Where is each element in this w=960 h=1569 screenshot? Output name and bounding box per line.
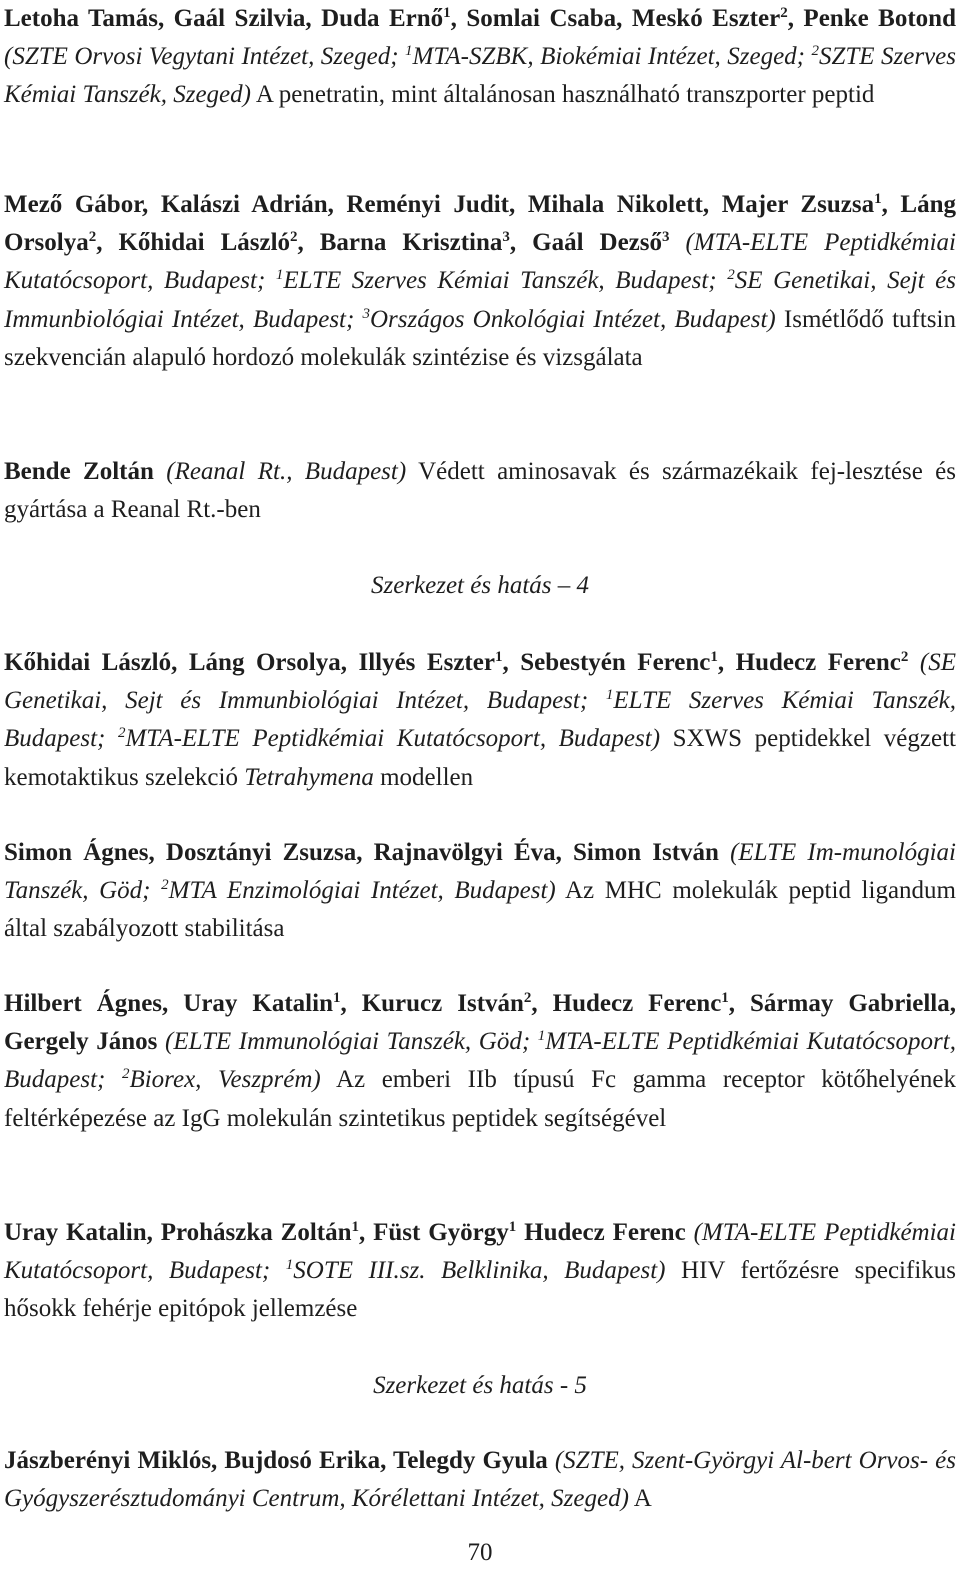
- author-names: , Sármay Gabriella, Gergely János: [4, 990, 956, 1056]
- affiliation-superscript: 2: [88, 229, 97, 246]
- author-names: , Sebestyén Ferenc: [502, 649, 711, 676]
- affiliation-text: (ELTE Im-munológiai Tanszék, Göd;: [4, 839, 956, 905]
- author-names: , Kőhidai László: [96, 229, 291, 257]
- abstract-title: Védett aminosavak és származékaik fej-lesztése és gyártása a Reanal Rt.-ben: [4, 458, 957, 524]
- author-names: Bende Zoltán: [4, 458, 154, 485]
- abstract-title: Az MHC molekulák peptid ligandum által szabályozott stabilitása: [4, 877, 956, 943]
- abstract-entry: [4, 834, 956, 949]
- author-names: , Kurucz István: [340, 990, 524, 1017]
- affiliation-superscript: 1: [275, 267, 284, 284]
- affiliation-superscript: 2: [900, 649, 909, 665]
- page-number: 70: [467, 1539, 493, 1566]
- affiliation-superscript: 1: [405, 43, 413, 60]
- author-names: , Somlai Csaba, Meskó Eszter: [450, 5, 781, 32]
- author-names: , Barna Krisztina: [297, 229, 503, 257]
- author-names: Hudecz Ferenc: [516, 1219, 686, 1246]
- author-names: Hilbert Ágnes, Uray Katalin: [4, 990, 333, 1017]
- affiliation-superscript: 1: [605, 687, 614, 704]
- affiliation-text: (SZTE Orvosi Vegytani Intézet, Szeged;: [4, 43, 406, 71]
- affiliation-text: Országos Onkológiai Intézet, Budapest): [370, 305, 776, 333]
- affiliation-superscript: 2: [523, 990, 532, 1006]
- affiliation-superscript: 1: [351, 1219, 359, 1235]
- abstract-title: modellen: [373, 763, 474, 791]
- affiliation-superscript: 2: [727, 267, 735, 284]
- abstract-title: Ismétlődő tuftsin szekvencián alapuló hordozó molekulák szintézise és vizsgálata: [4, 305, 956, 371]
- affiliation-superscript: 1: [332, 990, 341, 1006]
- author-names: Jászberényi Miklós, Bujdosó Erika, Telegdy Gyula: [4, 1447, 548, 1474]
- abstract-entry: [4, 644, 956, 797]
- affiliation-superscript: 3: [362, 305, 370, 322]
- affiliation-superscript: 1: [443, 5, 451, 21]
- affiliation-text: Tetrahymena: [244, 763, 374, 791]
- affiliation-text: Biorex, Veszprém): [129, 1066, 321, 1094]
- affiliation-superscript: 1: [508, 1219, 517, 1235]
- abstract-title: Az emberi IIb típusú Fc gamma receptor kötőhelyének feltérképezése az IgG molekulán szintetikus peptidek segítségével: [4, 1066, 956, 1132]
- author-names: Mező Gábor, Kalászi Adrián, Reményi Judit, Mihala Nikolett, Majer Zsuzsa: [4, 191, 875, 218]
- affiliation-superscript: 2: [117, 725, 126, 742]
- affiliation-text: (MTA-ELTE Peptidkémiai Kutatócsoport, Budapest;: [4, 1219, 956, 1285]
- abstract-title: SXWS peptidekkel végzett kemotaktikus szelekció: [4, 725, 956, 791]
- affiliation-text: (Reanal Rt., Budapest): [153, 458, 407, 485]
- author-names: , Hudecz Ferenc: [717, 649, 901, 676]
- author-names: Simon Ágnes, Dosztányi Zsuzsa, Rajnavölgyi Éva, Simon István: [4, 839, 719, 866]
- affiliation-text: SZTE Szerves Kémiai Tanszék, Szeged): [4, 43, 956, 109]
- affiliation-superscript: 1: [494, 649, 503, 665]
- affiliation-text: (MTA-ELTE Peptidkémiai Kutatócsoport, Budapest;: [4, 229, 956, 295]
- affiliation-text: ELTE Szerves Kémiai Tanszék, Budapest;: [283, 267, 728, 295]
- affiliation-superscript: 2: [121, 1066, 130, 1083]
- affiliation-text: MTA Enzimológiai Intézet, Budapest): [168, 877, 556, 905]
- abstract-entry: [4, 1214, 956, 1329]
- abstract-title: HIV fertőzésre specifikus hősokk fehérje epitópok jellemzése: [4, 1257, 956, 1323]
- author-names: Kőhidai László, Láng Orsolya, Illyés Eszter: [4, 649, 495, 676]
- affiliation-superscript: 2: [161, 877, 169, 894]
- abstract-title: A: [628, 1485, 652, 1513]
- affiliation-text: MTA-ELTE Peptidkémiai Kutatócsoport, Budapest;: [4, 1028, 956, 1094]
- affiliation-text: ELTE Szerves Kémiai Tanszék, Budapest;: [4, 687, 956, 753]
- abstract-entry: [4, 453, 956, 529]
- section-heading: Szerkezet és hatás – 4: [370, 572, 590, 599]
- author-names: , Füst György: [359, 1219, 509, 1246]
- affiliation-superscript: 2: [811, 43, 819, 60]
- abstract-title: A penetratin, mint általánosan használható transzporter peptid: [250, 81, 875, 109]
- abstract-entry: [4, 0, 956, 115]
- author-names: Letoha Tamás, Gaál Szilvia, Duda Ernő: [4, 5, 444, 32]
- affiliation-superscript: 2: [290, 229, 298, 246]
- affiliation-text: (ELTE Immunológiai Tanszék, Göd;: [157, 1028, 538, 1056]
- author-names: , Gaál Dezső: [509, 229, 662, 257]
- affiliation-text: SE Genetikai, Sejt és Immunbiológiai Intézet, Budapest;: [4, 267, 956, 333]
- affiliation-text: MTA-SZBK, Biokémiai Intézet, Szeged;: [412, 43, 812, 71]
- affiliation-superscript: 1: [874, 191, 882, 207]
- affiliation-text: (SE Genetikai, Sejt és Immunbiológiai Intézet, Budapest;: [4, 649, 956, 715]
- affiliation-superscript: 3: [661, 229, 670, 246]
- affiliation-text: (SZTE, Szent-Györgyi Al-bert Orvos- és Gyógyszerésztudományi Centrum, Kórélettani Intézet, Szeged): [4, 1447, 956, 1513]
- affiliation-superscript: 3: [502, 229, 510, 246]
- author-names: Uray Katalin, Prohászka Zoltán: [4, 1219, 352, 1246]
- author-names: , Láng Orsolya: [4, 191, 956, 257]
- affiliation-superscript: 1: [710, 649, 718, 665]
- section-heading: Szerkezet és hatás - 5: [373, 1372, 587, 1399]
- abstract-entry: [4, 186, 956, 377]
- abstract-entry: [4, 985, 956, 1138]
- affiliation-text: SOTE III.sz. Belklinika, Budapest): [293, 1257, 666, 1285]
- abstract-entry: [4, 1442, 956, 1518]
- author-names: , Penke Botond: [787, 5, 956, 32]
- affiliation-superscript: 1: [285, 1257, 294, 1274]
- author-names: , Hudecz Ferenc: [531, 990, 722, 1017]
- affiliation-superscript: 1: [537, 1028, 546, 1045]
- affiliation-superscript: 1: [721, 990, 729, 1006]
- affiliation-superscript: 2: [780, 5, 788, 21]
- affiliation-text: MTA-ELTE Peptidkémiai Kutatócsoport, Budapest): [125, 725, 661, 753]
